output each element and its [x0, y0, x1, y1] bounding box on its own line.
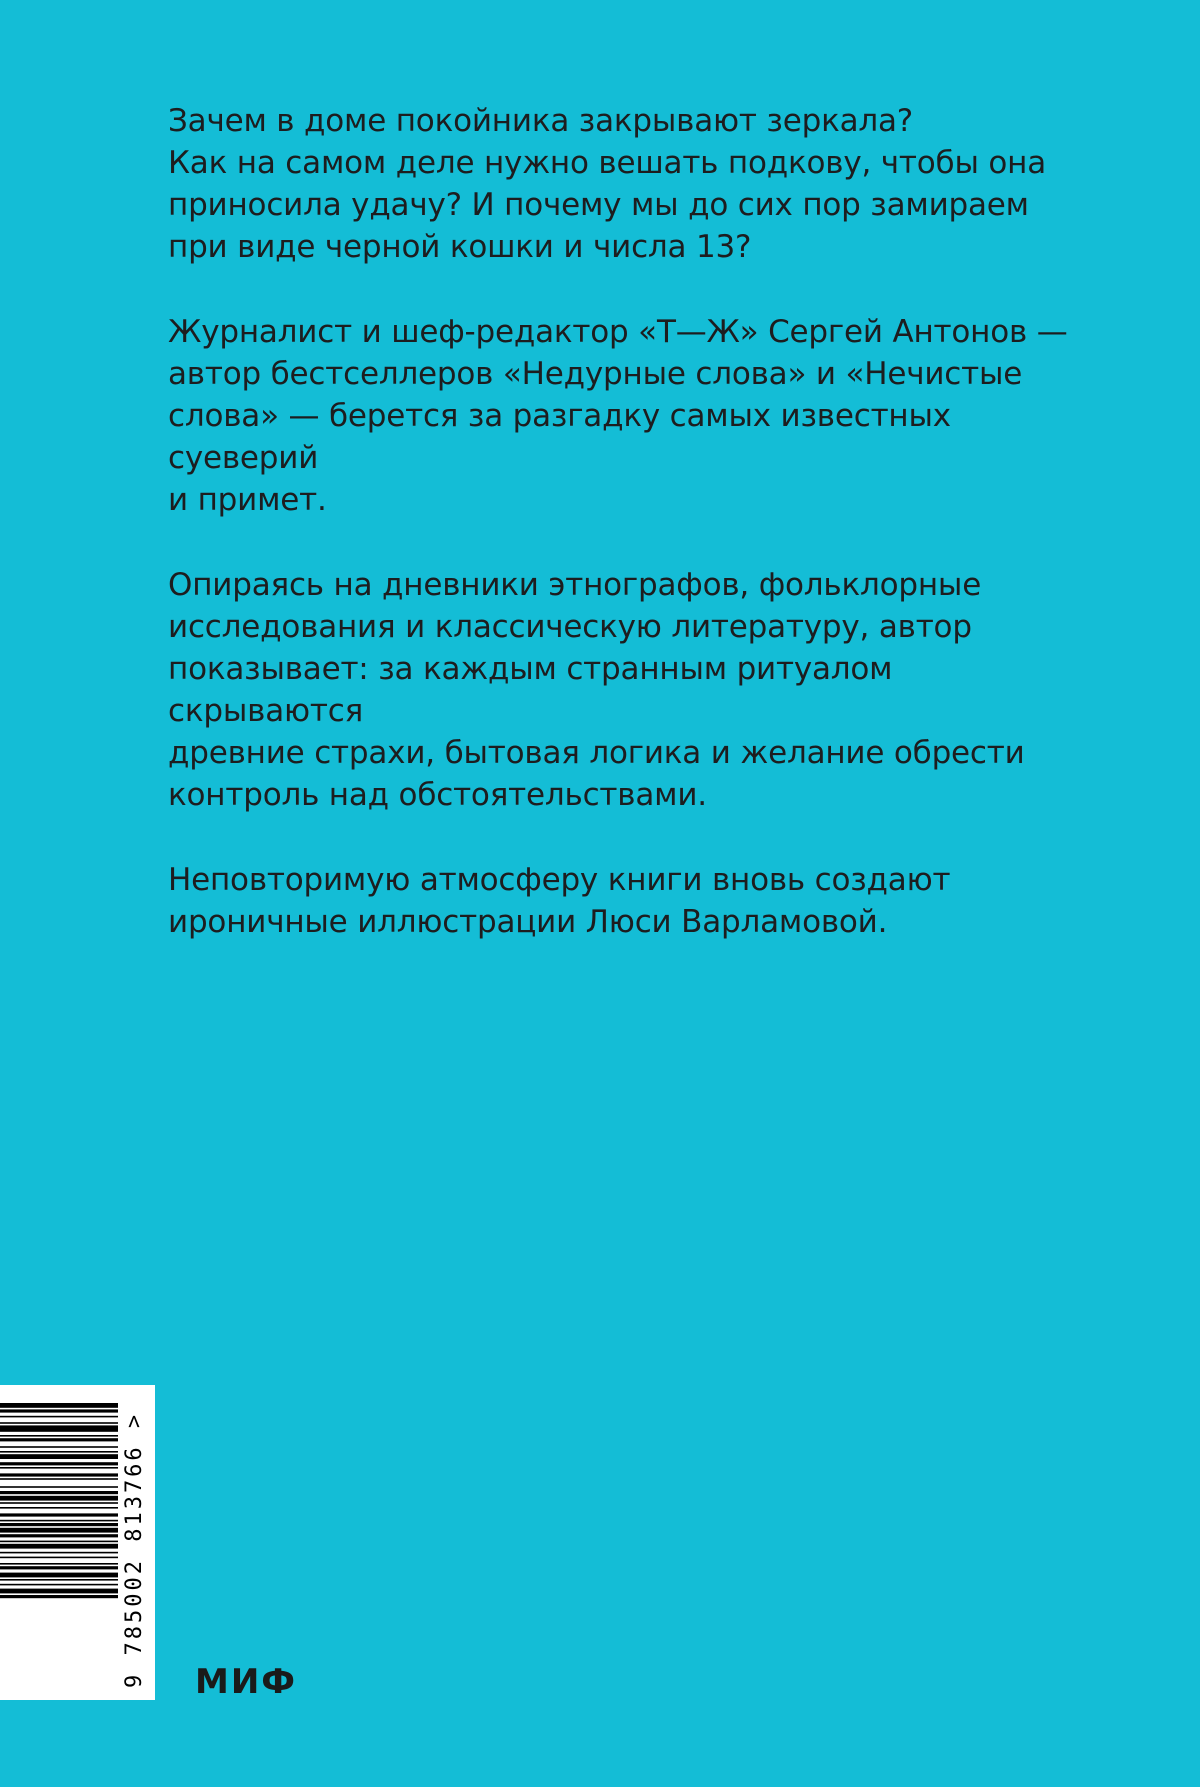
barcode-bar: [0, 1541, 118, 1543]
barcode-bar: [0, 1579, 118, 1581]
blurb-paragraph-1: Зачем в доме покойника закрывают зеркала? Как на самом деле нужно вешать подкову, чтобы она приносила удачу? И почему мы до сих пор замираем при виде черной кошки и числа 13?: [168, 103, 1046, 265]
barcode-bar: [0, 1520, 118, 1522]
barcode-bar: [0, 1478, 118, 1480]
barcode-bar: [0, 1422, 118, 1424]
blurb-paragraph-4: Неповторимую атмосферу книги вновь создают ироничные иллюстрации Люси Варламовой.: [168, 862, 951, 940]
barcode-bar: [0, 1557, 118, 1559]
publisher-logo: МИФ: [195, 1662, 298, 1702]
barcode-bar: [0, 1462, 118, 1465]
barcode-bar: [0, 1589, 118, 1594]
barcode-bar: [0, 1584, 118, 1586]
barcode-bar: [0, 1416, 118, 1418]
barcode-bar: [0, 1566, 118, 1569]
barcode-bar: [0, 1435, 118, 1437]
barcode-bar: [0, 1573, 118, 1578]
barcode-bar: [0, 1507, 118, 1509]
barcode-bar: [0, 1528, 118, 1533]
barcode-bar: [0, 1496, 118, 1501]
barcode-bar: [0, 1552, 118, 1554]
barcode-bar: [0, 1563, 118, 1565]
barcode-bar: [0, 1451, 118, 1453]
barcode-bar: [0, 1534, 118, 1537]
barcode-bar: [0, 1425, 118, 1431]
blurb-paragraph-2: Журналист и шеф-редактор «Т—Ж» Сергей Антонов — автор бестселлеров «Недурные слова» и «Нечистые слова» — берется за разгадку самых известных суеверий и примет.: [168, 314, 1068, 518]
barcode-bar: [0, 1486, 118, 1488]
barcode-bar: [0, 1403, 118, 1408]
barcode-bar: [0, 1438, 118, 1441]
barcode-bar: [0, 1446, 118, 1448]
barcode-bar: [0, 1595, 118, 1598]
isbn-number: 9 785002 813766 >: [122, 1411, 147, 1688]
barcode-bar: [0, 1491, 118, 1494]
barcode-bar: [0, 1544, 118, 1549]
barcode-bar: [0, 1513, 118, 1516]
barcode-bar: [0, 1467, 118, 1469]
barcode-bar: [0, 1473, 118, 1476]
barcode-bar: [0, 1454, 118, 1459]
back-cover-blurb: [168, 100, 1068, 986]
barcode-bar: [0, 1523, 118, 1526]
barcode-bar: [0, 1409, 118, 1412]
barcode-bar: [0, 1502, 118, 1504]
blurb-paragraph-3: Опираясь на дневники этнографов, фольклорные исследования и классическую литературу, автор показывает: за каждым странным ритуалом скрываются древние страхи, бытовая логика и желание обрести контроль над обстоятельствами.: [168, 567, 1025, 813]
